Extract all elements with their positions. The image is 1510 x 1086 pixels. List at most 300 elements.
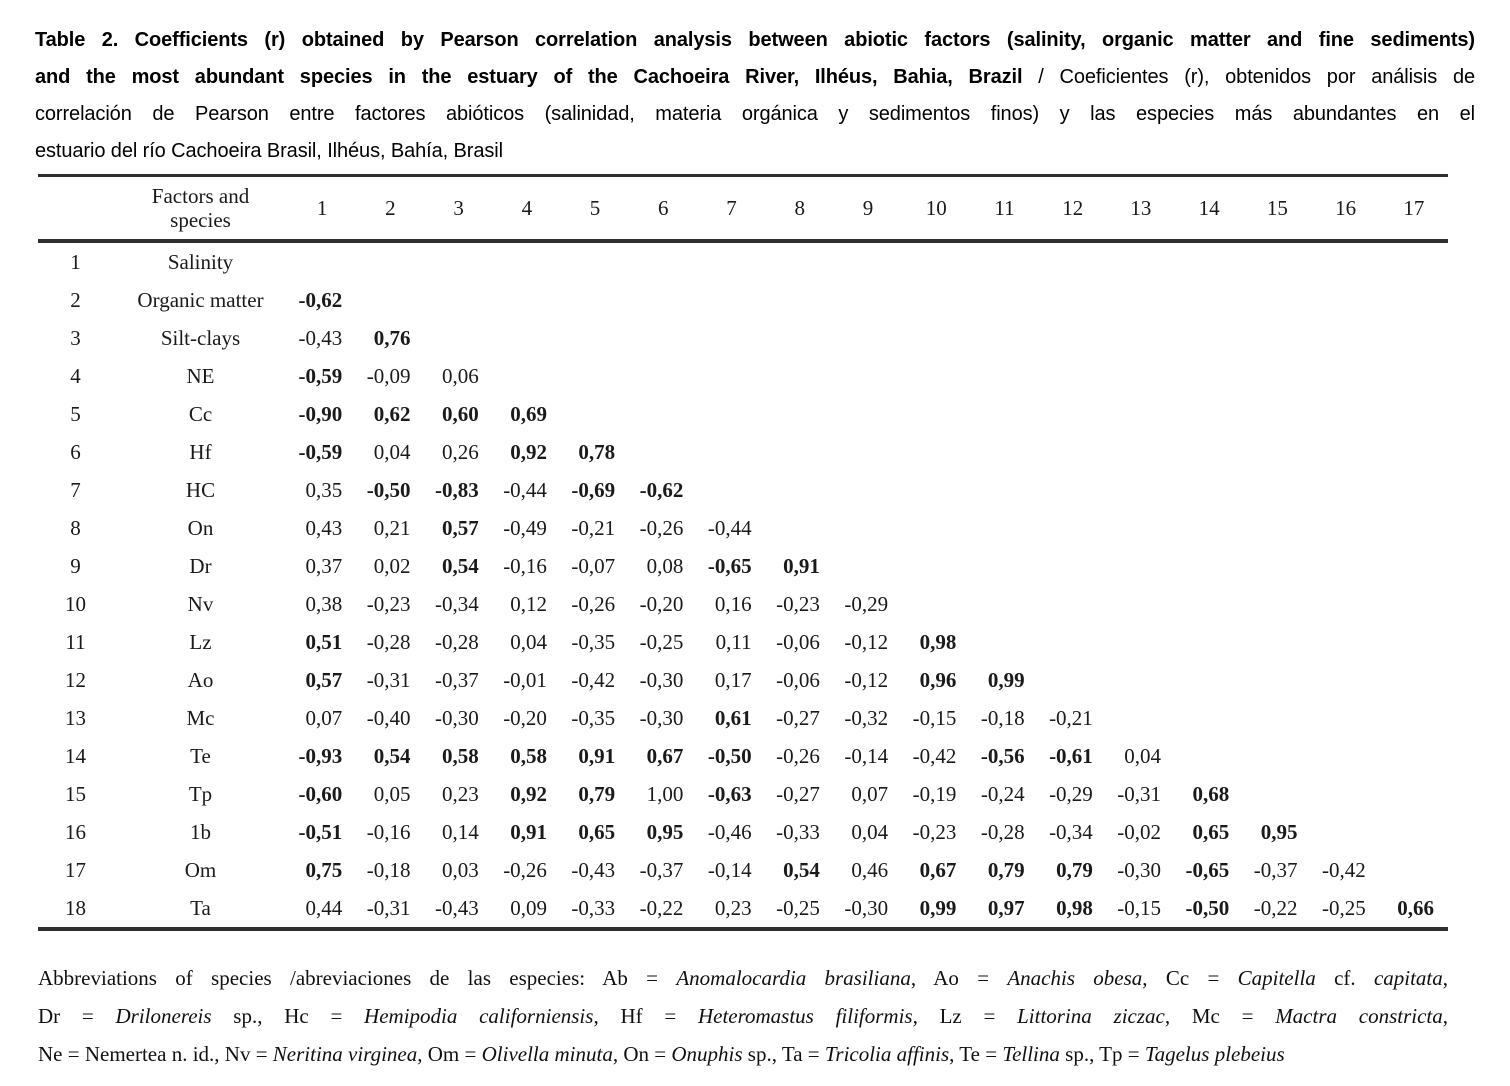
column-header-7: 7 bbox=[726, 195, 737, 220]
corr-cell: -0,15 bbox=[1117, 895, 1162, 920]
corr-cell: 0,03 bbox=[441, 857, 479, 882]
corr-cell bbox=[1312, 813, 1380, 851]
corr-cell bbox=[561, 241, 629, 281]
corr-cell bbox=[1175, 547, 1243, 585]
corr-cell: -0,59 bbox=[298, 363, 343, 388]
corr-cell: -0,23 bbox=[912, 819, 957, 844]
corr-cell bbox=[1312, 395, 1380, 433]
corr-cell: 0,60 bbox=[441, 401, 479, 426]
corr-cell: -0,16 bbox=[366, 819, 411, 844]
corr-cell bbox=[1312, 623, 1380, 661]
corr-cell bbox=[834, 357, 902, 395]
species-name: Onuphis bbox=[671, 1042, 743, 1066]
corr-cell bbox=[1380, 623, 1448, 661]
corr-cell bbox=[902, 547, 970, 585]
corr-cell: -0,50 bbox=[366, 477, 411, 502]
corr-cell: 0,96 bbox=[919, 667, 957, 692]
corr-cell: 0,54 bbox=[373, 743, 411, 768]
corr-cell bbox=[970, 509, 1038, 547]
corr-cell: -0,44 bbox=[503, 477, 547, 502]
corr-cell: 0,14 bbox=[441, 819, 479, 844]
corr-cell: -0,26 bbox=[503, 857, 547, 882]
corr-cell: -0,30 bbox=[1117, 857, 1162, 882]
species-name: Heteromastus filiformis bbox=[697, 1004, 913, 1028]
species-name: Littorina ziczac bbox=[1017, 1004, 1165, 1028]
corr-cell bbox=[766, 509, 834, 547]
corr-cell bbox=[1312, 699, 1380, 737]
corr-cell: -0,25 bbox=[776, 895, 820, 920]
column-header-15: 15 bbox=[1266, 195, 1288, 220]
corr-cell: -0,42 bbox=[571, 667, 616, 692]
corr-cell: 0,78 bbox=[578, 439, 616, 464]
text-line bbox=[38, 1035, 1448, 1073]
corr-cell bbox=[834, 281, 902, 319]
caption-text: , Lz = bbox=[912, 1004, 1018, 1028]
corr-cell bbox=[1039, 585, 1107, 623]
corr-cell bbox=[1107, 699, 1175, 737]
corr-cell bbox=[1175, 241, 1243, 281]
text-line bbox=[35, 59, 1475, 96]
corr-cell: -0,16 bbox=[503, 553, 547, 578]
corr-cell: -0,28 bbox=[434, 629, 479, 654]
column-header-10: 10 bbox=[925, 195, 947, 220]
corr-cell: -0,46 bbox=[707, 819, 752, 844]
corr-cell: 0,21 bbox=[373, 515, 411, 540]
corr-cell bbox=[1380, 661, 1448, 699]
row-number: 6 bbox=[70, 439, 81, 464]
column-header-11: 11 bbox=[994, 195, 1015, 220]
corr-cell: -0,34 bbox=[1049, 819, 1093, 844]
corr-cell bbox=[834, 509, 902, 547]
corr-cell bbox=[629, 281, 697, 319]
column-header-2: 2 bbox=[385, 195, 396, 220]
corr-cell bbox=[1243, 547, 1311, 585]
corr-cell: -0,50 bbox=[1185, 895, 1230, 920]
table-caption bbox=[35, 22, 1475, 170]
corr-cell: -0,27 bbox=[776, 705, 820, 730]
row-number: 12 bbox=[65, 667, 86, 692]
corr-cell bbox=[766, 357, 834, 395]
corr-cell: 0,62 bbox=[373, 401, 411, 426]
corr-cell: 0,79 bbox=[1056, 857, 1093, 882]
corr-cell bbox=[902, 509, 970, 547]
corr-cell: -0,07 bbox=[571, 553, 616, 578]
corr-cell: -0,23 bbox=[366, 591, 411, 616]
corr-cell: 0,97 bbox=[987, 895, 1025, 920]
corr-cell: 0,12 bbox=[510, 591, 547, 616]
header-row bbox=[38, 176, 1448, 242]
caption-text: Abbreviations of species /abreviaciones de las especies: Ab = bbox=[38, 966, 677, 990]
corr-cell bbox=[1175, 509, 1243, 547]
table-row bbox=[38, 737, 1448, 775]
corr-cell bbox=[1380, 585, 1448, 623]
corr-cell bbox=[1312, 585, 1380, 623]
row-label: Lz bbox=[189, 629, 212, 654]
corr-cell: -0,20 bbox=[639, 591, 684, 616]
caption-text: cf. bbox=[1315, 966, 1374, 990]
row-number: 1 bbox=[70, 249, 81, 274]
corr-cell: 0,99 bbox=[919, 895, 957, 920]
corr-cell: 0,07 bbox=[851, 781, 889, 806]
corr-cell bbox=[902, 395, 970, 433]
corr-cell bbox=[424, 281, 492, 319]
corr-cell: 0,79 bbox=[987, 857, 1025, 882]
text-line bbox=[38, 959, 1448, 997]
table-row bbox=[38, 851, 1448, 889]
corr-cell: 0,54 bbox=[783, 857, 820, 882]
species-name: Olivella minuta bbox=[481, 1042, 613, 1066]
corr-cell bbox=[1380, 241, 1448, 281]
corr-cell bbox=[1243, 661, 1311, 699]
row-label: Tp bbox=[188, 781, 213, 806]
row-label: HC bbox=[185, 477, 216, 502]
row-number: 3 bbox=[70, 325, 81, 350]
correlation-table bbox=[38, 174, 1448, 931]
corr-cell: -0,42 bbox=[1322, 857, 1366, 882]
row-label: Hf bbox=[189, 439, 212, 464]
corr-cell: 0,65 bbox=[578, 819, 616, 844]
text-line bbox=[35, 133, 1475, 170]
row-label: Te bbox=[190, 743, 211, 768]
corr-cell: 0,91 bbox=[510, 819, 547, 844]
caption-text: , Mc = bbox=[1164, 1004, 1276, 1028]
corr-cell: 0,04 bbox=[1124, 743, 1162, 768]
abbreviations-footnote bbox=[38, 959, 1448, 1073]
column-header-9: 9 bbox=[862, 195, 874, 220]
corr-cell: -0,35 bbox=[571, 705, 616, 730]
column-header-13: 13 bbox=[1130, 195, 1152, 220]
corr-cell: 0,95 bbox=[646, 819, 684, 844]
corr-cell bbox=[1243, 357, 1311, 395]
corr-cell: -0,26 bbox=[639, 515, 684, 540]
corr-cell: -0,23 bbox=[776, 591, 820, 616]
corr-cell: -0,30 bbox=[434, 705, 479, 730]
corr-cell: -0,59 bbox=[298, 439, 343, 464]
row-number: 17 bbox=[65, 857, 86, 882]
caption-text: and the most abundant species in the estuary of the Cachoeira River, Ilhéus, Bahia, Brazil bbox=[35, 66, 1023, 88]
corr-cell: 0,98 bbox=[919, 629, 957, 654]
corr-cell: -0,22 bbox=[639, 895, 684, 920]
corr-cell bbox=[902, 357, 970, 395]
corr-cell bbox=[1039, 509, 1107, 547]
corr-cell bbox=[1243, 623, 1311, 661]
corr-cell: -0,34 bbox=[434, 591, 479, 616]
row-number: 13 bbox=[65, 705, 86, 730]
column-header-1: 1 bbox=[316, 195, 328, 220]
corr-cell bbox=[1380, 699, 1448, 737]
corr-cell: -0,12 bbox=[844, 629, 889, 654]
corr-cell bbox=[970, 319, 1038, 357]
corr-cell bbox=[970, 241, 1038, 281]
caption-text: sp., Ta = bbox=[742, 1042, 825, 1066]
corr-cell: -0,18 bbox=[980, 705, 1025, 730]
corr-cell: -0,43 bbox=[298, 325, 343, 350]
corr-cell bbox=[902, 319, 970, 357]
corr-cell: 0,07 bbox=[305, 705, 343, 730]
corr-cell bbox=[561, 357, 629, 395]
corr-cell: -0,28 bbox=[980, 819, 1025, 844]
column-header-6: 6 bbox=[658, 195, 669, 220]
corr-cell: 0,23 bbox=[714, 895, 752, 920]
corr-cell bbox=[1380, 737, 1448, 775]
corr-cell: -0,37 bbox=[1253, 857, 1298, 882]
corr-cell: -0,50 bbox=[707, 743, 752, 768]
corr-cell: 0,67 bbox=[919, 857, 957, 882]
table-header bbox=[38, 176, 1448, 242]
row-label: Nv bbox=[187, 591, 214, 616]
corr-cell bbox=[1039, 241, 1107, 281]
corr-cell bbox=[629, 433, 697, 471]
corr-cell: -0,15 bbox=[912, 705, 957, 730]
corr-cell bbox=[1380, 813, 1448, 851]
corr-cell bbox=[902, 281, 970, 319]
corr-cell: -0,35 bbox=[571, 629, 616, 654]
corr-cell bbox=[834, 241, 902, 281]
caption-text: correlación de Pearson entre factores abióticos (salinidad, materia orgánica y sedimentos finos) y las especies más abundantes en el bbox=[35, 103, 1475, 125]
corr-cell bbox=[1380, 395, 1448, 433]
corr-cell: -0,30 bbox=[844, 895, 889, 920]
corr-cell bbox=[902, 241, 970, 281]
corr-cell: 0,92 bbox=[510, 439, 547, 464]
column-header-8: 8 bbox=[794, 195, 805, 220]
corr-cell bbox=[1039, 433, 1107, 471]
corr-cell bbox=[697, 241, 765, 281]
corr-cell: -0,30 bbox=[639, 705, 684, 730]
corr-cell bbox=[1039, 319, 1107, 357]
corr-cell: 0,92 bbox=[510, 781, 547, 806]
corr-cell bbox=[834, 433, 902, 471]
corr-cell bbox=[1312, 661, 1380, 699]
text-line bbox=[38, 997, 1448, 1035]
corr-cell bbox=[1175, 357, 1243, 395]
corr-cell bbox=[834, 319, 902, 357]
corr-cell: -0,44 bbox=[707, 515, 752, 540]
corr-cell bbox=[1175, 623, 1243, 661]
corr-cell bbox=[629, 241, 697, 281]
row-number: 10 bbox=[65, 591, 86, 616]
corr-cell bbox=[1039, 661, 1107, 699]
corr-cell: 0,75 bbox=[305, 857, 343, 882]
corr-cell bbox=[561, 395, 629, 433]
corr-cell: -0,37 bbox=[434, 667, 479, 692]
corr-cell: -0,24 bbox=[980, 781, 1025, 806]
corr-cell bbox=[1380, 851, 1448, 889]
corr-cell bbox=[1107, 623, 1175, 661]
corr-cell bbox=[1380, 471, 1448, 509]
corr-cell bbox=[766, 281, 834, 319]
table-row bbox=[38, 661, 1448, 699]
caption-text: , bbox=[1442, 966, 1449, 990]
corr-cell: 0,46 bbox=[851, 857, 889, 882]
species-name: Anomalocardia brasiliana bbox=[676, 966, 911, 990]
row-label: Ta bbox=[190, 895, 211, 920]
caption-text: estuario del río Cachoeira Brasil, Ilhéus, Bahía, Brasil bbox=[35, 140, 503, 162]
row-label: Dr bbox=[189, 553, 212, 578]
corr-cell bbox=[970, 471, 1038, 509]
corr-cell: -0,49 bbox=[503, 515, 547, 540]
row-label: Cc bbox=[188, 401, 213, 426]
corr-cell: -0,31 bbox=[1117, 781, 1162, 806]
corr-cell: 0,04 bbox=[373, 439, 411, 464]
corr-cell: -0,31 bbox=[366, 895, 411, 920]
corr-cell bbox=[1243, 699, 1311, 737]
corr-cell: 0,69 bbox=[510, 401, 547, 426]
corr-cell: 0,57 bbox=[441, 515, 479, 540]
corr-cell: -0,26 bbox=[571, 591, 616, 616]
corr-cell: -0,14 bbox=[844, 743, 889, 768]
corr-cell bbox=[1380, 281, 1448, 319]
corr-cell bbox=[766, 471, 834, 509]
corner-cell bbox=[38, 176, 113, 242]
corr-cell: -0,42 bbox=[912, 743, 957, 768]
corr-cell bbox=[1312, 509, 1380, 547]
corr-cell bbox=[1312, 241, 1380, 281]
corr-cell: -0,61 bbox=[1049, 743, 1093, 768]
species-name: Capitella bbox=[1237, 966, 1316, 990]
corr-cell: -0,01 bbox=[503, 667, 547, 692]
corr-cell bbox=[834, 547, 902, 585]
corr-cell: 0,66 bbox=[1397, 895, 1434, 920]
corr-cell: -0,06 bbox=[776, 667, 820, 692]
corr-cell bbox=[834, 395, 902, 433]
corr-cell: -0,09 bbox=[366, 363, 411, 388]
table-row bbox=[38, 281, 1448, 319]
species-name: Hemipodia californiensis bbox=[364, 1004, 594, 1028]
corr-cell: -0,20 bbox=[503, 705, 547, 730]
corr-cell: 0,76 bbox=[373, 325, 411, 350]
corr-cell: 0,91 bbox=[578, 743, 616, 768]
column-header-16: 16 bbox=[1335, 195, 1357, 220]
corr-cell bbox=[561, 319, 629, 357]
corr-cell bbox=[1243, 433, 1311, 471]
corr-cell bbox=[1175, 661, 1243, 699]
corr-cell: 0,67 bbox=[646, 743, 684, 768]
corr-cell bbox=[902, 433, 970, 471]
corr-cell: -0,37 bbox=[639, 857, 684, 882]
corr-cell: -0,18 bbox=[366, 857, 411, 882]
corr-cell bbox=[1107, 433, 1175, 471]
corr-cell: -0,06 bbox=[776, 629, 820, 654]
caption-text: Dr = bbox=[38, 1004, 116, 1028]
corr-cell bbox=[1175, 281, 1243, 319]
corr-cell: -0,29 bbox=[844, 591, 889, 616]
corr-cell: -0,40 bbox=[366, 705, 411, 730]
row-label: Ao bbox=[187, 667, 214, 692]
corr-cell bbox=[970, 433, 1038, 471]
corr-cell: 0,54 bbox=[441, 553, 479, 578]
corr-cell bbox=[1312, 737, 1380, 775]
corr-cell: 0,51 bbox=[305, 629, 343, 654]
corr-cell bbox=[1380, 547, 1448, 585]
caption-text: Ne = Nemertea n. id., Nv = bbox=[38, 1042, 273, 1066]
table-row bbox=[38, 623, 1448, 661]
corr-cell: 0,38 bbox=[305, 591, 343, 616]
corr-cell: -0,27 bbox=[776, 781, 820, 806]
corr-cell bbox=[493, 357, 561, 395]
caption-text: , Om = bbox=[417, 1042, 482, 1066]
corr-cell bbox=[697, 319, 765, 357]
corr-cell bbox=[629, 395, 697, 433]
corr-cell bbox=[1312, 281, 1380, 319]
corr-cell: -0,22 bbox=[1253, 895, 1298, 920]
corr-cell: 0,57 bbox=[305, 667, 343, 692]
corr-cell bbox=[1312, 775, 1380, 813]
corr-cell: 0,44 bbox=[305, 895, 343, 920]
corr-cell bbox=[1243, 775, 1311, 813]
corr-cell bbox=[1175, 737, 1243, 775]
corr-cell: -0,32 bbox=[844, 705, 889, 730]
corr-cell: 0,05 bbox=[373, 781, 411, 806]
row-label: NE bbox=[186, 363, 215, 388]
text-line bbox=[35, 22, 1475, 59]
row-number: 5 bbox=[70, 401, 81, 426]
corr-cell bbox=[1175, 433, 1243, 471]
corr-cell bbox=[1380, 433, 1448, 471]
row-number: 9 bbox=[70, 553, 81, 578]
corr-cell bbox=[1175, 699, 1243, 737]
corr-cell bbox=[970, 623, 1038, 661]
corr-cell bbox=[1107, 281, 1175, 319]
corr-cell bbox=[697, 357, 765, 395]
corr-cell bbox=[970, 357, 1038, 395]
corr-cell bbox=[356, 281, 424, 319]
row-label: Organic matter bbox=[137, 287, 264, 312]
caption-text: / Coeficientes (r), obtenidos por análisis de bbox=[1022, 66, 1475, 88]
corr-cell bbox=[356, 241, 424, 281]
corr-cell bbox=[970, 585, 1038, 623]
corr-cell: 0,04 bbox=[510, 629, 547, 654]
corr-cell: -0,14 bbox=[707, 857, 752, 882]
corr-cell bbox=[1243, 395, 1311, 433]
corr-cell: -0,28 bbox=[366, 629, 411, 654]
corr-cell bbox=[1312, 433, 1380, 471]
corr-cell bbox=[561, 281, 629, 319]
corr-cell bbox=[1312, 319, 1380, 357]
corr-cell: 1,00 bbox=[646, 781, 684, 806]
corr-cell: 0,99 bbox=[987, 667, 1025, 692]
caption-text: , Te = bbox=[949, 1042, 1003, 1066]
corr-cell: -0,93 bbox=[298, 743, 343, 768]
corr-cell: -0,43 bbox=[434, 895, 479, 920]
corr-cell bbox=[629, 357, 697, 395]
corr-cell: 0,08 bbox=[646, 553, 684, 578]
corr-cell: -0,25 bbox=[1322, 895, 1366, 920]
corr-cell bbox=[1175, 395, 1243, 433]
species-name: capitata bbox=[1373, 966, 1443, 990]
corr-cell: 0,02 bbox=[373, 553, 411, 578]
corr-cell: -0,31 bbox=[366, 667, 411, 692]
row-number: 8 bbox=[70, 515, 81, 540]
caption-text: sp., Tp = bbox=[1059, 1042, 1145, 1066]
row-number: 4 bbox=[70, 363, 81, 388]
row-label: Mc bbox=[186, 705, 215, 730]
caption-text: , bbox=[1442, 1004, 1448, 1028]
corr-cell bbox=[902, 585, 970, 623]
corr-cell bbox=[970, 547, 1038, 585]
corr-cell bbox=[1107, 241, 1175, 281]
corr-cell bbox=[697, 471, 765, 509]
corr-cell bbox=[1312, 547, 1380, 585]
corr-cell bbox=[766, 395, 834, 433]
row-number: 14 bbox=[65, 743, 86, 768]
corr-cell bbox=[493, 319, 561, 357]
factors-species-label: Factors and species bbox=[151, 183, 250, 232]
caption-text: , Ao = bbox=[910, 966, 1008, 990]
row-label: Silt-clays bbox=[160, 325, 241, 350]
corr-cell: 0,26 bbox=[441, 439, 479, 464]
species-name: Neritina virginea bbox=[272, 1042, 418, 1066]
factors-species-header bbox=[113, 176, 288, 242]
